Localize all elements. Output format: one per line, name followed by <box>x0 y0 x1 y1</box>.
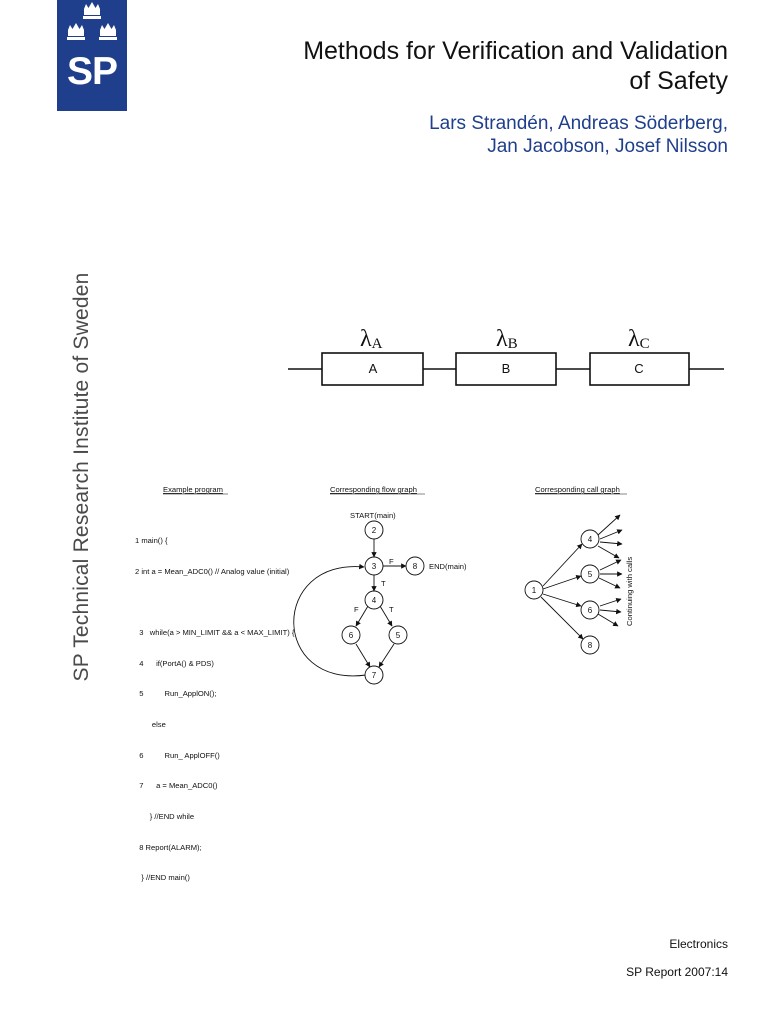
flow-start-label: START(main) <box>350 511 396 520</box>
code-line: 7 a = Mean_ADC0() <box>135 781 218 791</box>
block-b-label: B <box>501 361 511 376</box>
block-a-label: A <box>368 361 378 376</box>
title-line-2: of Safety <box>629 67 728 95</box>
flow-node: 2 <box>371 526 377 535</box>
edge-label-t: T <box>389 605 394 614</box>
program-heading: Example program <box>163 485 223 494</box>
flow-heading: Corresponding flow graph <box>330 485 417 494</box>
organization-vertical-label: SP Technical Research Institute of Sweden <box>70 272 93 682</box>
flow-end-label: END(main) <box>429 562 467 571</box>
rate-b: λB <box>496 326 518 352</box>
code-line: 4 if(PortA() & PDS) <box>135 658 214 668</box>
code-line: 1 main() { <box>135 536 168 546</box>
report-number: SP Report 2007:14 <box>626 965 728 979</box>
code-line: 2 int a = Mean_ADC0() // Analog value (initial) <box>135 567 290 577</box>
flow-node: 7 <box>371 671 377 680</box>
call-node: 1 <box>531 586 537 595</box>
three-crowns-icon <box>57 0 127 52</box>
code-line: } //END main() <box>135 873 190 883</box>
code-line <box>135 598 294 608</box>
edge-label-t: T <box>381 579 386 588</box>
title-line-1: Methods for Verification and Validation <box>303 37 728 65</box>
authors <box>208 112 728 158</box>
flow-node: 8 <box>412 562 418 571</box>
edge-label-f: F <box>354 605 359 614</box>
logo-text: SP <box>66 50 118 93</box>
code-line: else <box>135 720 166 730</box>
edge-label-f: F <box>389 557 394 566</box>
block-c-label: C <box>634 361 644 376</box>
rate-a: λA <box>360 326 383 352</box>
call-node: 5 <box>587 570 593 579</box>
authors-line-1: Lars Strandén, Andreas Söderberg, <box>429 113 728 134</box>
document-title <box>208 36 728 96</box>
department-label: Electronics <box>669 937 728 951</box>
call-node: 4 <box>587 535 593 544</box>
flow-node: 4 <box>371 596 377 605</box>
flow-node: 5 <box>395 631 401 640</box>
authors-line-2: Jan Jacobson, Josef Nilsson <box>487 136 728 157</box>
code-line: 5 Run_ApplON(); <box>135 689 217 699</box>
example-program-code <box>135 516 294 894</box>
rate-c: λC <box>628 326 650 352</box>
call-node: 8 <box>587 641 593 650</box>
code-line: } //END while <box>135 811 195 821</box>
code-line: 6 Run_ ApplOFF() <box>135 750 220 760</box>
code-line: 8 Report(ALARM); <box>135 842 202 852</box>
sp-logo <box>57 0 127 111</box>
call-node: 6 <box>587 606 593 615</box>
call-continuation-label: Continuing with calls <box>625 556 634 626</box>
reliability-block-diagram <box>288 315 728 390</box>
flow-node: 3 <box>371 562 377 571</box>
call-heading: Corresponding call graph <box>535 485 620 494</box>
code-line: 3 while(a > MIN_LIMIT && a < MAX_LIMIT) { <box>135 628 295 638</box>
flow-node: 6 <box>348 631 354 640</box>
